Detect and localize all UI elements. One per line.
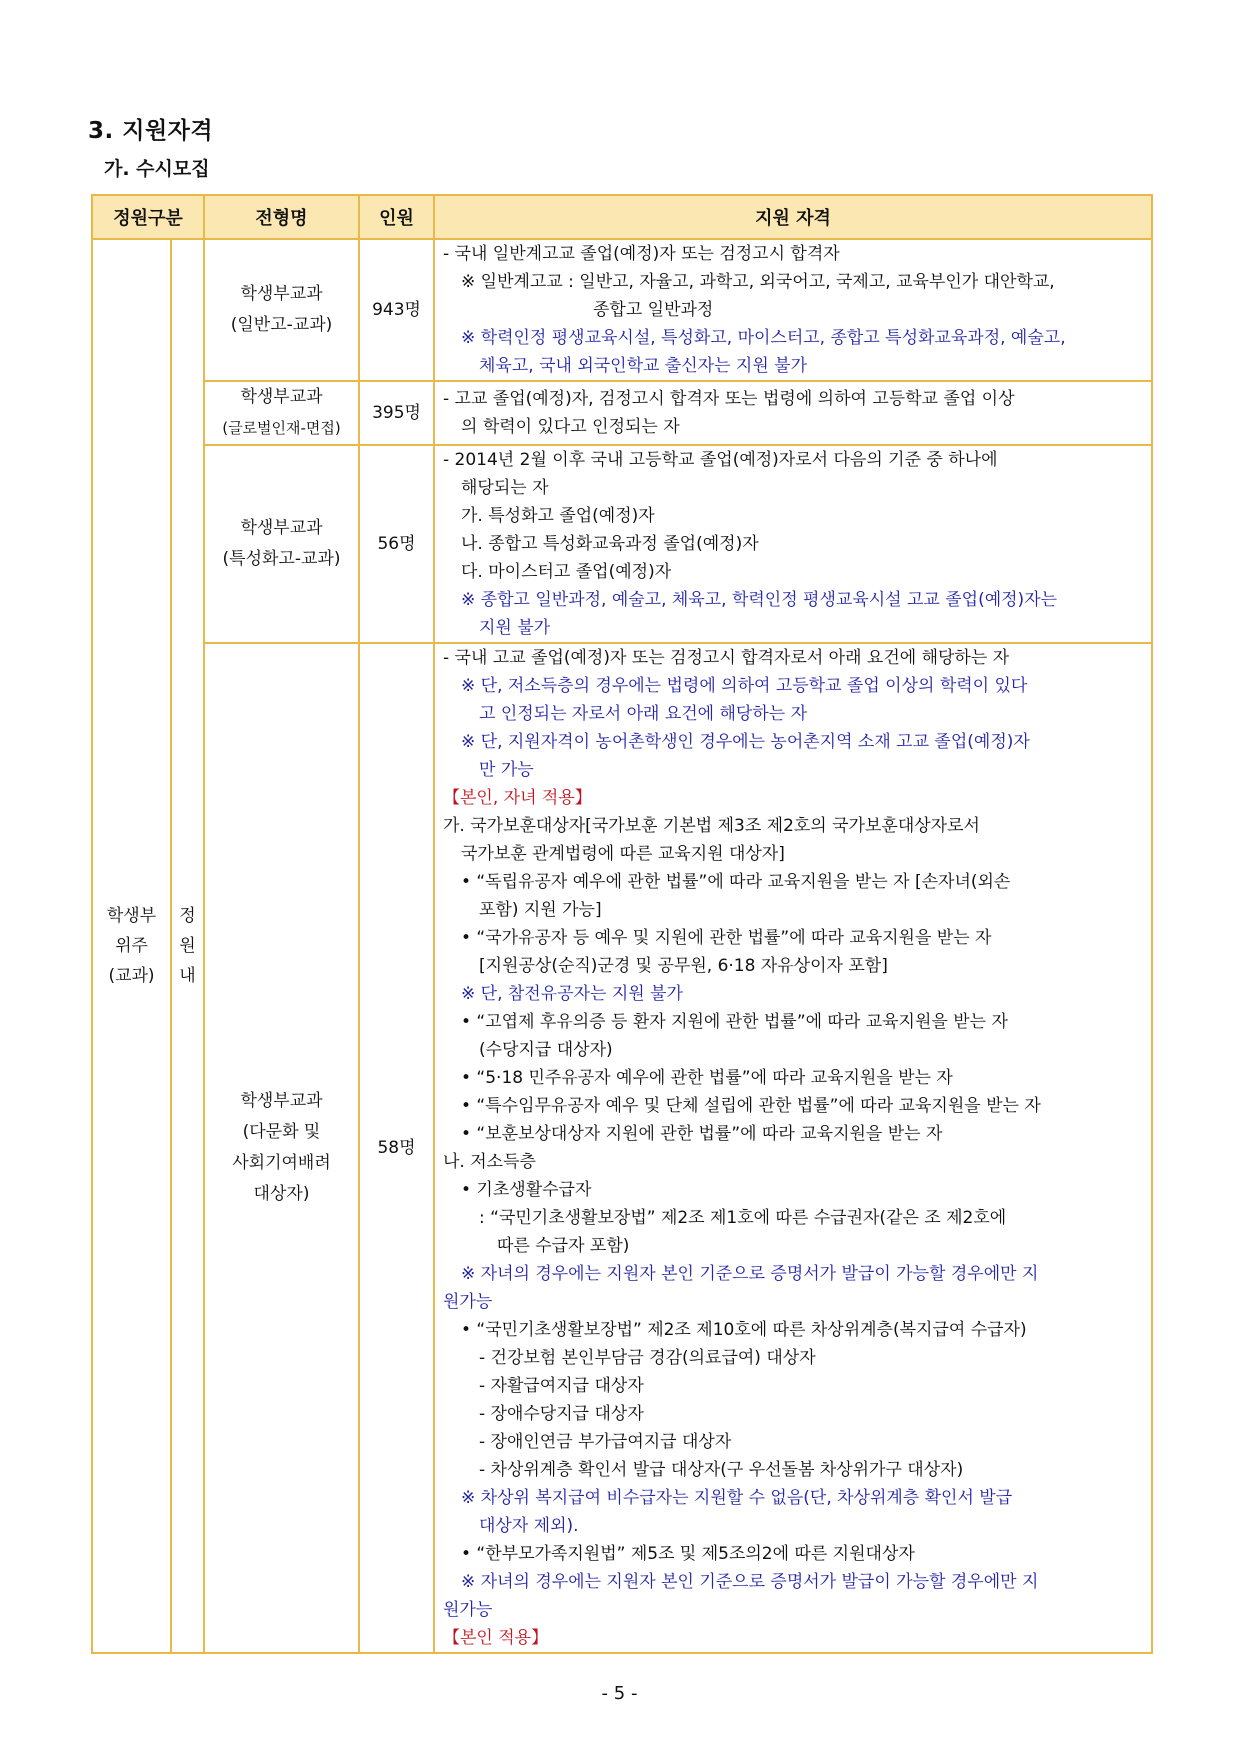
qualification-line: • “국가유공자 등 예우 및 지원에 관한 법률”에 따라 교육지원을 받는 자: [461, 928, 992, 948]
qualification-line: • “독립유공자 예우에 관한 법률”에 따라 교육지원을 받는 자 [손자녀(외손: [461, 872, 1011, 892]
admission-name-line: (특성화고-교과): [222, 549, 341, 569]
qualification-line: 【본인 적용】: [443, 1628, 549, 1648]
group-label: [92, 239, 171, 1653]
qualification-line: 따른 수급자 포함): [497, 1236, 630, 1256]
qualification-line: ※ 일반계고교 : 일반고, 자율고, 과학고, 외국어고, 국제고, 교육부인가 대안학교,: [461, 272, 1055, 292]
qualification-line: 대상자 제외).: [479, 1516, 579, 1536]
qualification-line: • “보훈보상대상자 지원에 관한 법률”에 따라 교육지원을 받는 자: [461, 1124, 943, 1144]
qualification-line: ※ 종합고 일반과정, 예술고, 체육고, 학력인정 평생교육시설 고교 졸업(예정)자는: [461, 590, 1058, 610]
qualification-line: 의 학력이 있다고 인정되는 자: [461, 417, 680, 437]
qualification-line: : “국민기초생활보장법” 제2조 제1호에 따른 수급권자(같은 조 제2호에: [479, 1208, 1007, 1228]
admission-count: 58명: [359, 643, 434, 1653]
admission-name-line: 학생부교과: [240, 518, 323, 538]
qualification-cell: [434, 381, 1152, 445]
qualification-line: 지원 불가: [479, 618, 551, 638]
qualification-line: ※ 학력인정 평생교육시설, 특성화고, 마이스터고, 종합고 특성화교육과정, 예술고,: [461, 328, 1066, 348]
qualification-line: 나. 종합고 특성화교육과정 졸업(예정)자: [461, 534, 759, 554]
qualification-line: 가. 특성화고 졸업(예정)자: [461, 506, 655, 526]
admission-name-line: (다문화 및: [242, 1122, 321, 1142]
qualification-line: [지원공상(순직)군경 및 공무원, 6·18 자유상이자 포함]: [479, 956, 888, 976]
qualification-line: 체육고, 국내 외국인학교 출신자는 지원 불가: [479, 356, 808, 376]
qualification-cell: [434, 445, 1152, 643]
header-count: 인원: [359, 195, 434, 239]
qualification-line: ※ 단, 저소득층의 경우에는 법령에 의하여 고등학교 졸업 이상의 학력이 있다: [461, 676, 1028, 696]
qualification-line: 만 가능: [479, 760, 534, 780]
qualification-line: ※ 단, 지원자격이 농어촌학생인 경우에는 농어촌지역 소재 고교 졸업(예정)자: [461, 732, 1030, 752]
qualification-line: 【본인, 자녀 적용】: [443, 788, 592, 808]
header-qualification: 지원 자격: [434, 195, 1152, 239]
admission-count: 395명: [359, 381, 434, 445]
qualification-line: - 자활급여지급 대상자: [479, 1376, 644, 1396]
admission-name: [204, 239, 359, 381]
qualification-line: • “한부모가족지원법” 제5조 및 제5조의2에 따른 지원대상자: [461, 1544, 915, 1564]
admission-name-line: 학생부교과: [240, 284, 323, 304]
qualification-line: 나. 저소득층: [443, 1152, 536, 1172]
qualification-line: 해당되는 자: [461, 478, 549, 498]
quota-label-line: 원: [179, 936, 196, 956]
group-label-line: 학생부: [106, 906, 157, 926]
quota-label-line: 내: [179, 966, 196, 986]
admission-name: [204, 445, 359, 643]
table-header-row: [92, 195, 1152, 239]
table-row: [92, 381, 1152, 445]
qualification-line: ※ 자녀의 경우에는 지원자 본인 기준으로 증명서가 발급이 가능할 경우에만 지: [461, 1572, 1039, 1592]
qualification-line: 고 인정되는 자로서 아래 요건에 해당하는 자: [479, 704, 808, 724]
qualification-line: - 차상위계층 확인서 발급 대상자(구 우선돌봄 차상위가구 대상자): [479, 1460, 964, 1480]
qualification-line: • “고엽제 후유의증 등 환자 지원에 관한 법률”에 따라 교육지원을 받는 자: [461, 1012, 1008, 1032]
qualification-line: - 국내 고교 졸업(예정)자 또는 검정고시 합격자로서 아래 요건에 해당하는 자: [443, 648, 1010, 668]
admission-name-line: 학생부교과: [240, 1091, 323, 1111]
header-quota-type: 정원구분: [92, 195, 204, 239]
qualification-line: ※ 자녀의 경우에는 지원자 본인 기준으로 증명서가 발급이 가능할 경우에만 지: [461, 1264, 1039, 1284]
quota-label: [171, 239, 204, 1653]
qualification-line: • “특수임무유공자 예우 및 단체 설립에 관한 법률”에 따라 교육지원을 받는 자: [461, 1096, 1041, 1116]
qualification-line: 가. 국가보훈대상자[국가보훈 기본법 제3조 제2호의 국가보훈대상자로서: [443, 816, 980, 836]
qualification-line: - 건강보험 본인부담금 경감(의료급여) 대상자: [479, 1348, 816, 1368]
table-row: [92, 239, 1152, 381]
qualification-line: - 국내 일반계고교 졸업(예정)자 또는 검정고시 합격자: [443, 244, 840, 264]
admission-name-line: 학생부교과: [240, 387, 323, 407]
admission-name-line: 대상자): [253, 1184, 310, 1204]
quota-label-line: 정: [179, 906, 196, 926]
qualification-line: • “국민기초생활보장법” 제2조 제10호에 따른 차상위계층(복지급여 수급자): [461, 1320, 1027, 1340]
admission-qualification-table: [91, 194, 1153, 1654]
qualification-line: - 장애인연금 부가급여지급 대상자: [479, 1432, 732, 1452]
header-admission-name: 전형명: [204, 195, 359, 239]
admission-name: [204, 381, 359, 445]
qualification-line: - 2014년 2월 이후 국내 고등학교 졸업(예정)자로서 다음의 기준 중 하나에: [443, 450, 998, 470]
admission-count: 56명: [359, 445, 434, 643]
qualification-line: • 기초생활수급자: [461, 1180, 592, 1200]
admission-count: 943명: [359, 239, 434, 381]
qualification-line: 종합고 일반과정: [593, 300, 714, 320]
subsection-title: 가. 수시모집: [104, 158, 210, 180]
admission-name-line: 사회기여배려: [232, 1153, 331, 1173]
table-row: [92, 445, 1152, 643]
qualification-line: 국가보훈 관계법령에 따른 교육지원 대상자]: [461, 844, 785, 864]
qualification-line: - 장애수당지급 대상자: [479, 1404, 644, 1424]
qualification-line: • “5·18 민주유공자 예우에 관한 법률”에 따라 교육지원을 받는 자: [461, 1068, 953, 1088]
qualification-line: (수당지급 대상자): [479, 1040, 613, 1060]
qualification-line: ※ 차상위 복지급여 비수급자는 지원할 수 없음(단, 차상위계층 확인서 발급: [461, 1488, 1013, 1508]
group-label-line: 위주: [115, 936, 148, 956]
page-number: - 5 -: [601, 1683, 638, 1704]
qualification-cell: [434, 239, 1152, 381]
qualification-line: - 고교 졸업(예정)자, 검정고시 합격자 또는 법령에 의하여 고등학교 졸업 이상: [443, 389, 1015, 409]
qualification-line: 원가능: [443, 1600, 493, 1620]
group-label-line: (교과): [108, 966, 155, 986]
qualification-line: ※ 단, 참전유공자는 지원 불가: [461, 984, 683, 1004]
table-row: [92, 643, 1152, 1653]
qualification-line: 원가능: [443, 1292, 493, 1312]
qualification-cell: [434, 643, 1152, 1653]
qualification-line: 다. 마이스터고 졸업(예정)자: [461, 562, 672, 582]
qualification-line: 포함) 지원 가능]: [479, 900, 602, 920]
section-title: 3. 지원자격: [88, 118, 214, 144]
admission-name-line: (일반고-교과): [230, 315, 333, 335]
admission-name: [204, 643, 359, 1653]
admission-name-line: (글로벌인재-면접): [222, 419, 341, 437]
